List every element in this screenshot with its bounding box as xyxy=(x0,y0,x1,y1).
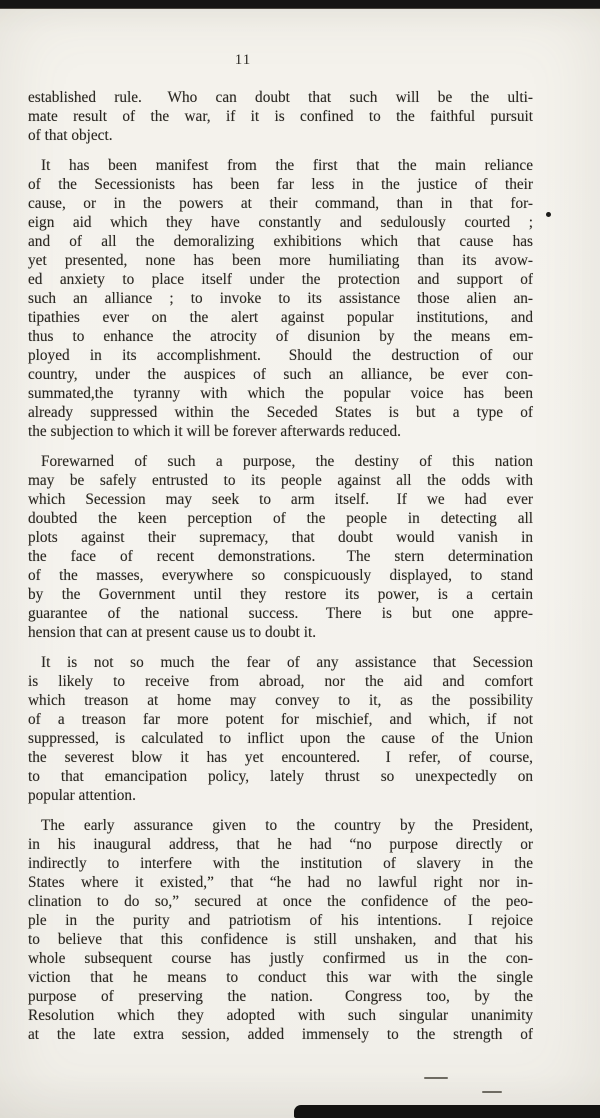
text-line: viction that he means to conduct this war with the single xyxy=(28,969,533,986)
text-line: ployed in its accomplishment. Should the destruction of our xyxy=(28,347,533,364)
paragraph xyxy=(28,156,533,441)
text-line: suppressed, is calculated to inflict upon the cause of the Union xyxy=(28,730,533,747)
text-line: indirectly to interfere with the institution of slavery in the xyxy=(28,855,533,872)
paragraph xyxy=(28,653,533,805)
text-line: of that object. xyxy=(28,127,113,144)
text-line: of the Secessionists has been far less in the justice of their xyxy=(28,176,533,193)
text-line: summated,the tyranny with which the popular voice has been xyxy=(28,385,533,402)
text-line: the severest blow it has yet encountered. I refer, of course, xyxy=(28,749,533,766)
text-line: mate result of the war, if it is confined to the faithful pursuit xyxy=(28,108,533,125)
text-line: plots against their supremacy, that doubt would vanish in xyxy=(28,529,533,546)
text-line: the face of recent demonstrations. The stern determination xyxy=(28,548,533,565)
text-line: which treason at home may convey to it, as the possibility xyxy=(28,692,533,709)
text-line: at the late extra session, added immensely to the strength of xyxy=(28,1026,533,1043)
paragraph xyxy=(28,816,533,1044)
text-line: Forewarned of such a purpose, the destiny of this nation xyxy=(41,453,533,470)
text-line: already suppressed within the Seceded States is but a type of xyxy=(28,404,533,421)
text-line: whole subsequent course has justly confirmed us in the con- xyxy=(28,950,533,967)
text-line: which Secession may seek to arm itself. If we had ever xyxy=(28,491,533,508)
text-line: may be safely entrusted to its people against all the odds with xyxy=(28,472,533,489)
text-line: States where it existed,” that “he had no lawful right nor in- xyxy=(28,874,533,891)
text-line: doubted the keen perception of the people in detecting all xyxy=(28,510,533,527)
text-line: Resolution which they adopted with such singular unanimity xyxy=(28,1007,533,1024)
text-line: in his inaugural address, that he had “no purpose directly or xyxy=(28,836,533,853)
pencil-dash-2 xyxy=(482,1091,502,1093)
text-line: of the masses, everywhere so conspicuously displayed, to stand xyxy=(28,567,533,584)
page-text xyxy=(28,88,533,1055)
text-line: to believe that this confidence is still unshaken, and that his xyxy=(28,931,533,948)
scan-artifact-top-edge xyxy=(0,0,600,9)
text-line: such an alliance ; to invoke to its assistance those alien an- xyxy=(28,290,533,307)
text-line: is likely to receive from abroad, nor the aid and comfort xyxy=(28,673,533,690)
page-number: 11 xyxy=(234,52,252,68)
text-line: popular attention. xyxy=(28,787,136,804)
text-line: of a treason far more potent for mischief, and which, if not xyxy=(28,711,533,728)
text-line: by the Government until they restore its power, is a certain xyxy=(28,586,533,603)
text-line: hension that can at present cause us to doubt it. xyxy=(28,624,317,641)
text-line: guarantee of the national success. There is but one appre- xyxy=(28,605,533,622)
text-line: It is not so much the fear of any assistance that Secession xyxy=(41,654,533,671)
text-line: to that emancipation policy, lately thrust so unexpectedly on xyxy=(28,768,533,785)
text-line: the subjection to which it will be forever afterwards reduced. xyxy=(28,423,401,440)
text-line: clination to do so,” secured at once the confidence of the peo- xyxy=(28,893,533,910)
text-line: It has been manifest from the first that the main reliance xyxy=(41,157,533,174)
text-line: and of all the demoralizing exhibitions which that cause has xyxy=(28,233,533,250)
text-line: thus to enhance the atrocity of disunion by the means em- xyxy=(28,328,533,345)
text-line: cause, or in the powers at their command, than in that for- xyxy=(28,195,533,212)
scan-artifact-bottom-edge xyxy=(294,1105,600,1118)
text-line: yet presented, none has been more humiliating than its avow- xyxy=(28,252,533,269)
text-line: tipathies ever on the alert against popular institutions, and xyxy=(28,309,533,326)
text-line: ed anxiety to place itself under the protection and support of xyxy=(28,271,533,288)
text-line: eign aid which they have constantly and sedulously courted ; xyxy=(28,214,533,231)
paragraph xyxy=(28,452,533,642)
text-line: purpose of preserving the nation. Congress too, by the xyxy=(28,988,533,1005)
text-line: The early assurance given to the country by the President, xyxy=(41,817,533,834)
pencil-dash-1 xyxy=(424,1077,448,1079)
text-line: ple in the purity and patriotism of his intentions. I rejoice xyxy=(28,912,533,929)
text-line: country, under the auspices of such an alliance, be ever con- xyxy=(28,366,533,383)
ink-spot xyxy=(546,212,551,217)
text-line: established rule. Who can doubt that such will be the ulti- xyxy=(28,89,533,106)
paragraph xyxy=(28,88,533,145)
